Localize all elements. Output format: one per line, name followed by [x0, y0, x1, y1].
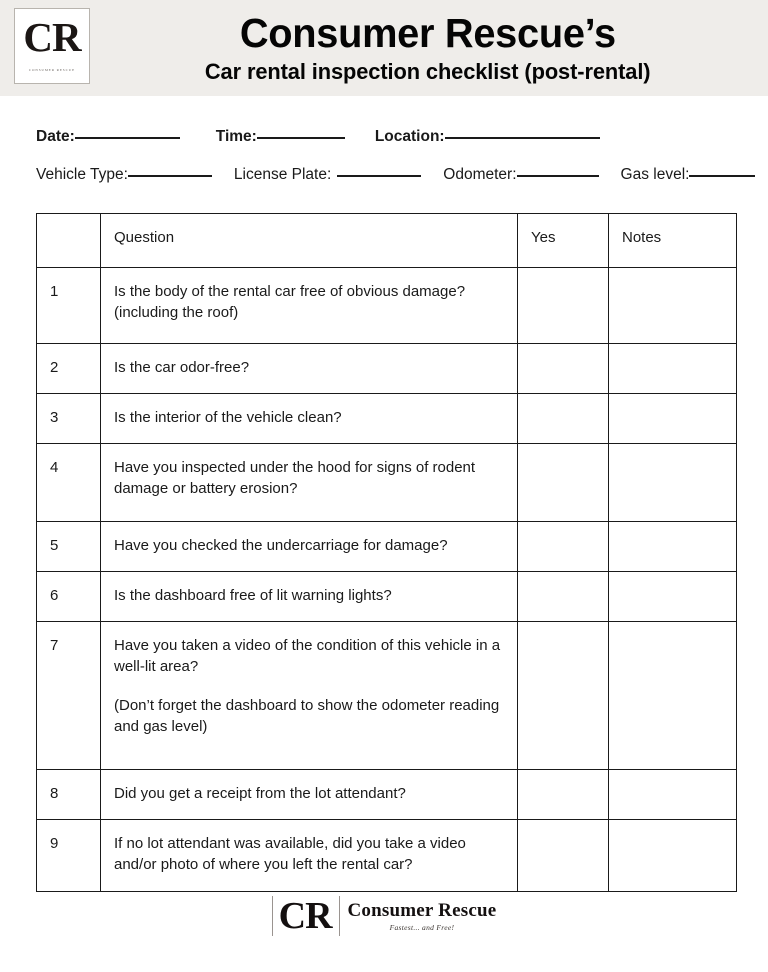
location-input-rule[interactable]: [445, 137, 600, 139]
table-header: [37, 214, 737, 268]
header-cell-question: Question: [101, 214, 518, 268]
form-row-primary: [0, 96, 768, 146]
footer-logo-monogram: CR: [272, 896, 340, 936]
date-label: Date:: [36, 128, 75, 145]
row-yes-cell[interactable]: [518, 522, 609, 572]
row-question-cell: [101, 622, 518, 770]
row-question-cell: [101, 770, 518, 820]
time-input-rule[interactable]: [257, 137, 345, 139]
table-row: [37, 268, 737, 344]
row-yes-cell[interactable]: [518, 820, 609, 892]
checklist-table: [36, 213, 737, 892]
question-text: Is the dashboard free of lit warning lights?: [114, 587, 392, 604]
row-notes-cell[interactable]: [609, 268, 737, 344]
row-number-cell: 7: [37, 622, 101, 770]
row-notes-cell[interactable]: [609, 572, 737, 622]
license-plate-field[interactable]: [234, 166, 421, 184]
row-question-cell: [101, 268, 518, 344]
row-number-cell: 2: [37, 344, 101, 394]
row-number-cell: 5: [37, 522, 101, 572]
vehicle-type-field[interactable]: [36, 166, 212, 184]
question-text: Have you checked the undercarriage for damage?: [114, 537, 448, 554]
row-yes-cell[interactable]: [518, 268, 609, 344]
question-text: Is the body of the rental car free of obvious damage? (including the roof): [114, 283, 466, 321]
row-notes-cell[interactable]: [609, 522, 737, 572]
question-text: Is the interior of the vehicle clean?: [114, 409, 342, 426]
row-question-cell: [101, 522, 518, 572]
license-plate-label: License Plate:: [233, 166, 332, 183]
odometer-label: Odometer:: [443, 166, 517, 183]
row-number-cell: 6: [37, 572, 101, 622]
footer-brand-logo: [272, 896, 497, 936]
row-question-cell: [101, 344, 518, 394]
question-note-text: (Don’t forget the dashboard to show the odometer reading and gas level): [114, 697, 500, 735]
logo-subtext: CONSUMER RESCUE: [28, 68, 76, 72]
row-notes-cell[interactable]: [609, 344, 737, 394]
time-label: Time:: [215, 128, 257, 145]
form-row-secondary: [0, 146, 768, 184]
footer-brand-name: Consumer Rescue: [347, 899, 497, 921]
row-question-cell: [101, 820, 518, 892]
table-row: [37, 344, 737, 394]
vehicle-type-input-rule[interactable]: [128, 175, 212, 177]
question-text: Have you taken a video of the condition of this vehicle in a well-lit area?: [114, 637, 501, 675]
page-footer: [0, 896, 768, 936]
row-yes-cell[interactable]: [518, 344, 609, 394]
header-title-group: [96, 0, 760, 96]
row-number-cell: 3: [37, 394, 101, 444]
vehicle-type-label: Vehicle Type:: [36, 166, 128, 183]
date-input-rule[interactable]: [75, 137, 180, 139]
form-fields: [0, 96, 768, 184]
question-text: Have you inspected under the hood for signs of rodent damage or battery erosion?: [114, 459, 476, 497]
question-text: Is the car odor-free?: [114, 359, 250, 376]
question-text: Did you get a receipt from the lot attendant?: [114, 785, 406, 802]
odometer-field[interactable]: [443, 166, 598, 184]
table-row: [37, 444, 737, 522]
row-yes-cell[interactable]: [518, 770, 609, 820]
table-header-row: [37, 214, 737, 268]
table-row: [37, 394, 737, 444]
row-question-cell: [101, 394, 518, 444]
row-number-cell: 1: [37, 268, 101, 344]
page-header: [0, 0, 768, 96]
gas-level-label: Gas level:: [620, 166, 690, 183]
time-field[interactable]: [216, 128, 345, 146]
gas-level-input-rule[interactable]: [689, 175, 755, 177]
page-title: Consumer Rescue’s: [240, 10, 616, 56]
row-number-cell: 4: [37, 444, 101, 522]
row-notes-cell[interactable]: [609, 820, 737, 892]
table-row: [37, 622, 737, 770]
row-yes-cell[interactable]: [518, 572, 609, 622]
header-cell-notes: Notes: [609, 214, 737, 268]
odometer-input-rule[interactable]: [517, 175, 599, 177]
row-notes-cell[interactable]: [609, 622, 737, 770]
row-notes-cell[interactable]: [609, 444, 737, 522]
checklist-table-wrapper: [36, 213, 736, 892]
row-notes-cell[interactable]: [609, 770, 737, 820]
table-body: [37, 268, 737, 892]
row-yes-cell[interactable]: [518, 444, 609, 522]
gas-level-field[interactable]: [621, 166, 756, 184]
header-cell-number: [37, 214, 101, 268]
row-question-cell: [101, 444, 518, 522]
row-notes-cell[interactable]: [609, 394, 737, 444]
row-number-cell: 8: [37, 770, 101, 820]
brand-logo: [14, 8, 90, 84]
row-yes-cell[interactable]: [518, 622, 609, 770]
table-row: [37, 522, 737, 572]
row-question-cell: [101, 572, 518, 622]
row-yes-cell[interactable]: [518, 394, 609, 444]
table-row: [37, 820, 737, 892]
table-row: [37, 770, 737, 820]
page-subtitle: Car rental inspection checklist (post-rental): [205, 59, 651, 84]
question-text: If no lot attendant was available, did you take a video and/or photo of where you left the rental car?: [114, 835, 466, 873]
logo-monogram: CR: [23, 14, 81, 60]
location-label: Location:: [374, 128, 445, 145]
row-number-cell: 9: [37, 820, 101, 892]
footer-tagline: Fastest... and Free!: [389, 922, 455, 932]
header-cell-yes: Yes: [518, 214, 609, 268]
table-row: [37, 572, 737, 622]
date-field[interactable]: [36, 128, 180, 146]
footer-brand-text: [340, 896, 497, 936]
location-field[interactable]: [375, 128, 600, 146]
license-plate-input-rule[interactable]: [337, 175, 421, 177]
